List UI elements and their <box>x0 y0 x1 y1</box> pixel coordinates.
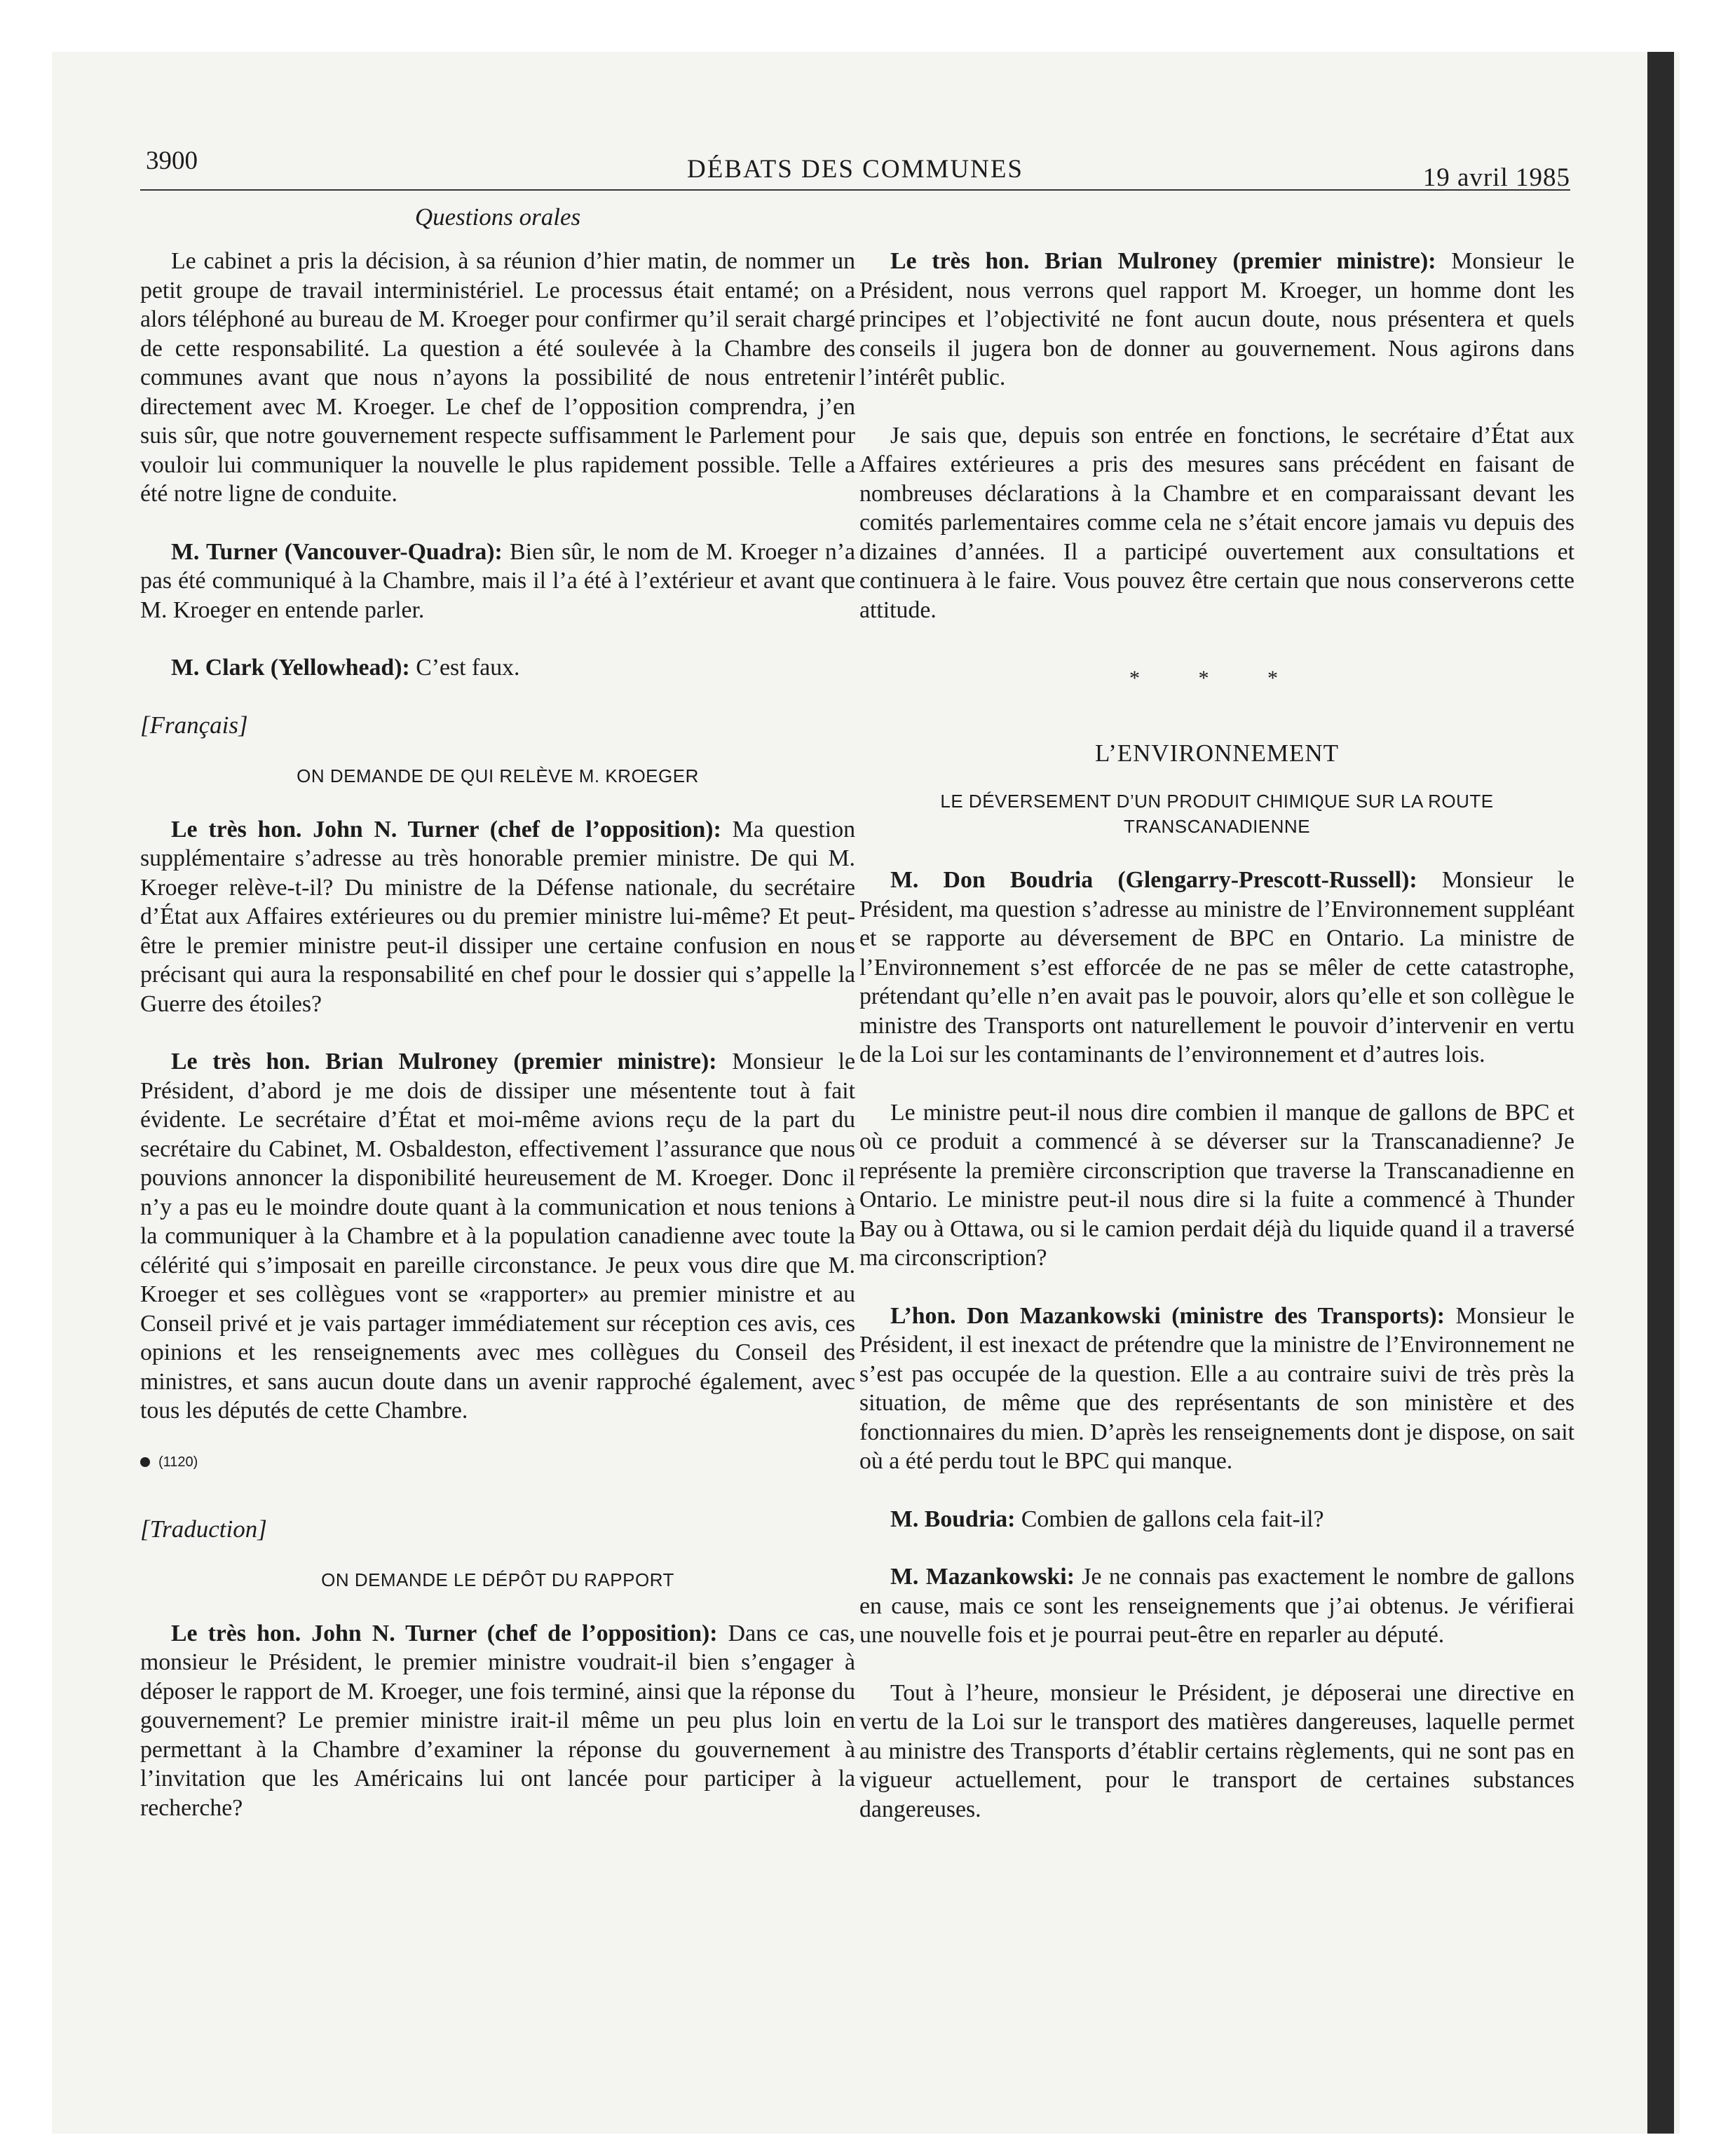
timestamp <box>140 1454 855 1471</box>
speech-text: Monsieur le Président, il est inexact de prétendre que la ministre de l’Environnement ne s’est pas occupée de la question. Elle a au contraire suivi de très près la situation, de même que des représentants de son ministère et des fonctionnaires du mien. D’après les renseignements dont je dispose, on sait où a été perdu tout le BPC qui manque. <box>859 1302 1574 1474</box>
language-marker: [Traduction] <box>140 1515 267 1543</box>
paragraph: Le ministre peut-il nous dire combien il manque de gallons de BPC et où ce produit a commencé à se déverser sur la Transcanadienne? Je représente la première circonscription que traverse la Transcanadienne en Ontario. Le ministre peut-il nous dire si la fuite a commencé à Thunder Bay ou à Ottawa, ou si le camion perdait déjà du liquide quand il a traversé ma circonscription? <box>859 1099 1574 1271</box>
language-marker: [Français] <box>140 711 248 739</box>
right-column <box>859 247 1574 1853</box>
speaker-name: M. Clark (Yellowhead): <box>171 655 410 681</box>
speech-text: Monsieur le Président, nous verrons quel rapport M. Kroeger, un homme dont les principes et l’objectivité ne font aucun doute, nous présentera et quels conseils il jugera bon de donner au gouvernement. Nous agirons dans l’intérêt public. <box>859 248 1574 390</box>
running-title: DÉBATS DES COMMUNES <box>686 155 1023 184</box>
paragraph <box>140 1047 855 1426</box>
page-number: 3900 <box>146 146 198 175</box>
paragraph <box>140 538 855 625</box>
section-heading: L’ENVIRONNEMENT <box>1094 739 1340 767</box>
section-title: Questions orales <box>414 203 581 231</box>
paragraph: Je sais que, depuis son entrée en fonctions, le secrétaire d’État aux Affaires extérieures a pris des mesures sans précédent en faisant de nombreuses déclarations à la Chambre et en comparaissant devant les comités parlementaires comme cela ne s’était encore jamais vu depuis des dizaines d’années. Il a participé ouvertement aux consultations et continuera à le faire. Vous pouvez être certain que nous conserverons cette attitude. <box>859 422 1574 623</box>
speaker-name: Le très hon. Brian Mulroney (premier ministre): <box>890 248 1436 274</box>
paragraph <box>140 1619 855 1823</box>
paragraph: Le cabinet a pris la décision, à sa réunion d’hier matin, de nommer un petit groupe de travail interministériel. Le processus était entamé; on a alors téléphoné au bureau de M. Kroeger pour confirmer qu’il serait chargé de cette responsabilité. La question a été soulevée à la Chambre des communes avant que nous n’ayons la possibilité de nous entretenir directement avec M. Kroeger. Le chef de l’opposition comprendra, j’en suis sûr, que notre gouvernement respecte suffisamment le Parlement pour vouloir lui communiquer la nouvelle le plus rapidement possible. Telle a été notre ligne de conduite. <box>140 248 855 507</box>
speaker-name: Le très hon. John N. Turner (chef de l’opposition): <box>171 816 721 842</box>
subheading: ON DEMANDE LE DÉPÔT DU RAPPORT <box>321 1569 674 1590</box>
subheading: LE DÉVERSEMENT D’UN PRODUIT CHIMIQUE SUR LA ROUTE TRANSCANADIENNE <box>940 791 1494 837</box>
speech-text: C’est faux. <box>409 655 520 681</box>
paragraph <box>859 247 1574 393</box>
speech-text: Ma question supplémentaire s’adresse au très honorable premier ministre. De qui M. Kroeger relève-t-il? Du ministre de la Défense nationale, du secrétaire d’État aux Affaires extérieures ou du premier ministre lui-même? Et peut-être le premier ministre peut-il dissiper une certaine confusion en nous précisant qui aura la responsabilité en chef pour le dossier qui s’appelle la Guerre des étoiles? <box>140 816 855 1017</box>
speaker-name: M. Turner (Vancouver-Quadra): <box>171 538 503 565</box>
speech-text: Bien sûr, le nom de M. Kroeger n’a pas été communiqué à la Chambre, mais il l’a été à l’extérieur et avant que M. Kroeger en entende parler. <box>140 538 855 623</box>
timestamp-text: (1120) <box>158 1454 198 1470</box>
scan-edge-shadow <box>1647 52 1674 2134</box>
speech-text: Monsieur le Président, d’abord je me dois de dissiper une mésentente tout à fait évidente. Le secrétaire d’État et moi-même avions reçu de la part du secrétaire du Cabinet, M. Osbaldeston, effectivement l’assurance que nous pouvions annoncer la disponibilité heureusement de M. Kroeger. Donc il n’y a pas eu le moindre doute quant à la communication et nous tenions à la communiquer à la Chambre et à la population canadienne avec toute la célérité qui s’imposait en pareille circonstance. Je peux vous dire que M. Kroeger et ses collègues vont se «rapporter» au premier ministre et au Conseil privé et je vais partager immédiatement sur réception ces avis, ces opinions et les renseignements avec mes collègues du Conseil des ministres, et sans aucun doute dans un avenir rapproché également, avec tous les députés de cette Chambre. <box>140 1049 855 1424</box>
left-column <box>140 247 855 1851</box>
speaker-name: Le très hon. Brian Mulroney (premier ministre): <box>171 1049 717 1074</box>
paragraph <box>859 1302 1574 1476</box>
speech-text: Dans ce cas, monsieur le Président, le premier ministre voudrait-il bien s’engager à déposer le rapport de M. Kroeger, une fois terminé, ainsi que la réponse du gouvernement? Le premier ministre irait-il même un peu plus loin en permettant à la Chambre d’examiner la réponse du gouvernement à l’invitation que les Américains lui ont lancée pour participer à la recherche? <box>140 1620 855 1821</box>
speaker-name: Le très hon. John N. Turner (chef de l’opposition): <box>171 1620 718 1646</box>
subheading: ON DEMANDE DE QUI RELÈVE M. KROEGER <box>297 765 699 786</box>
header-rule <box>140 189 1570 191</box>
paragraph: Tout à l’heure, monsieur le Président, je déposerai une directive en vertu de la Loi sur le transport des matières dangereuses, laquelle permet au ministre des Transports d’établir certains règlements, qui ne sont pas en vigueur actuellement, pour le transport de certaines substances dangereuses. <box>859 1679 1574 1822</box>
paragraph <box>140 653 855 683</box>
page-header <box>140 146 1570 205</box>
paragraph <box>859 1505 1574 1534</box>
speech-text: Je ne connais pas exactement le nombre de gallons en cause, mais ce sont les renseignements que j’ai obtenus. Je vérifierai une nouvelle fois et je pourrai peut-être en reparler au député. <box>859 1564 1574 1648</box>
paragraph <box>140 815 855 1019</box>
header-date: 19 avril 1985 <box>1422 163 1570 192</box>
paragraph <box>859 866 1574 1070</box>
section-separator: * * * <box>1129 667 1305 690</box>
speech-text: Combien de gallons cela fait-il? <box>1015 1506 1324 1532</box>
speaker-name: M. Don Boudria (Glengarry-Prescott-Russell): <box>890 867 1417 893</box>
speaker-name: M. Boudria: <box>890 1506 1016 1532</box>
speaker-name: L’hon. Don Mazankowski (ministre des Transports): <box>890 1302 1445 1329</box>
bullet-icon <box>140 1457 150 1467</box>
speech-text: Monsieur le Président, ma question s’adresse au ministre de l’Environnement suppléant et se rapporte au déversement de BPC en Ontario. La ministre de l’Environnement s’est efforcée de ne pas se mêler de cette catastrophe, prétendant qu’elle n’en avait pas le pouvoir, alors qu’elle et son collègue le ministre des Transports ont naturellement le pouvoir d’intervenir en vertu de la Loi sur les contaminants de l’environnement et d’autres lois. <box>859 867 1574 1067</box>
speaker-name: M. Mazankowski: <box>890 1564 1075 1590</box>
paragraph <box>859 1562 1574 1650</box>
